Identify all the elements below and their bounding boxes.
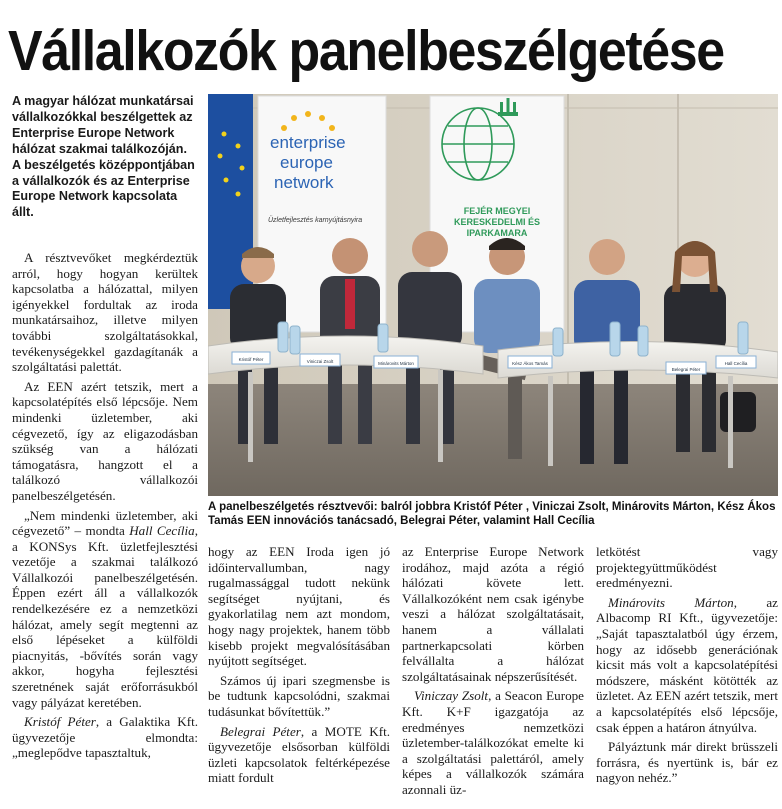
person-name: Viniczay Zsolt bbox=[414, 688, 489, 704]
article-column-3 bbox=[402, 544, 584, 802]
chamber-line2: KERESKEDELMI ÉS bbox=[453, 217, 541, 227]
paragraph bbox=[12, 508, 198, 711]
een-tagline: Üzletfejlesztés karnyújtásnyira bbox=[268, 217, 363, 224]
name-card-4-text: Kész Ákos Tamás bbox=[512, 361, 548, 366]
paragraph bbox=[402, 688, 584, 797]
paragraph bbox=[208, 724, 390, 786]
person-name: Belegrai Péter bbox=[220, 723, 301, 739]
chamber-line3: IPARKAMARA bbox=[466, 228, 528, 238]
article-column-4 bbox=[596, 544, 778, 790]
paragraph: hogy az EEN Iroda igen jó időintervallumban, nagy rugalmassággal tudott nekünk segítséget nyújtani, és gyakorlatilag nem azt mondom, hogy nagy projektek, hanem több kisebb projekt megvalósításában nyújtott segítséget. bbox=[208, 544, 390, 669]
article-photo bbox=[208, 94, 778, 496]
paragraph: Pályáztunk már direkt brüsszeli forrásra, és nyertünk is, bár ez nagyon nehéz.” bbox=[596, 739, 778, 786]
person-name: Minárovits Márton bbox=[608, 594, 734, 610]
name-card-1-text: Kristóf Péter bbox=[238, 357, 264, 362]
paragraph: Számos új ipari szegmensbe is be tudtunk kapcsolódni, szakmai tudásunkat bővítettük.” bbox=[208, 672, 390, 719]
person-name: Hall Cecília bbox=[129, 523, 195, 539]
paragraph: Az EEN azért tetszik, mert a kapcsolatépítés első lépcsője. Nem mindenki üzletember, aki cégvezető, így az eligazodásban szükség van a hálózati támogatásra, hangzott el a találkozó vállalkozói panelbeszélgetésén. bbox=[12, 378, 198, 503]
photo-caption: A panelbeszélgetés résztvevői: balról jobbra Kristóf Péter , Viniczai Zsolt, Minárovits Márton, Kész Ákos Tamás EEN innovációs tanácsadó, Belegrai Péter, valamint Hall Cecília bbox=[208, 501, 776, 527]
article-column-2 bbox=[208, 544, 390, 790]
paragraph: A résztvevőket megkérdeztük arról, hogy hogyan kerültek kapcsolatba a hálózattal, milyen igényekkel fordultak az iroda munkatársaihoz, illetve milyen további szolgáltatásokkal, tevékenységekkel gazdagítanák a szolgáltatási palettát. bbox=[12, 250, 198, 375]
article-column-1 bbox=[12, 250, 198, 765]
paragraph-text: , a MOTE Kft. ügyvezetője elsősorban külföldi üzleti kapcsolatok feltérképezése miatt fordult bbox=[208, 723, 390, 786]
paragraph-text: , a Galaktika Kft. ügyvezetője elmondta: „meglepődve tapasztaltuk, bbox=[12, 714, 199, 761]
name-card-6-text: Hall Cecília bbox=[724, 361, 748, 366]
paragraph-text: , a Seacon Europe Kft. K+F igazgatója az eredményes nemzetközi üzletember-találkozókat emelte ki a szolgáltatási palettáról, amely képes a vállalkozók számára azonnali üz- bbox=[402, 688, 584, 797]
paragraph bbox=[12, 714, 198, 761]
een-line2: europe bbox=[280, 153, 333, 172]
paragraph bbox=[596, 595, 778, 735]
name-card-3-text: Minárovits Márton bbox=[378, 361, 414, 366]
paragraph: letkötést vagy projektegyüttműködést eredményezni. bbox=[596, 544, 778, 591]
person-name: Kristóf Péter bbox=[24, 714, 96, 730]
paragraph: az Enterprise Europe Network irodához, majd azóta a régió hálózati követe lett. Vállalkozóként nem csak igénybe veszi a hálózat szolgáltatásait, hanem a vállalati partnerkapcsolati körben felvállalta a hálózat szolgáltatásainak népszerűsítését. bbox=[402, 544, 584, 684]
paragraph-text: , a KONSys Kft. üzletfejlesztési vezetője a szakmai találkozó Vállalkozói panelbeszélgetésén. Éppen ezért áll a vállalkozók rendelkezésére ez a nemzetközi hálózat, amely segít megtenni az első lépéseket a külföldi piacnyitás, -bővítés során vagy akkor, hogyha fejlesztési szeretnének saját erőforrásukból vagy pályázat keretében. bbox=[12, 523, 198, 710]
name-card-5-text: Belegrai Péter bbox=[671, 367, 701, 372]
chamber-line1: FEJÉR MEGYEI bbox=[463, 206, 531, 216]
paragraph-text: , az Albacomp RI Kft., ügyvezetője: „Saját tapasztalatból úgy érzem, hogy az idősebb generációnak kicsit más volt a kapcsolatépítési módszere, másként kötötték az üzletet. Az EEN azért tetszik, mert a kapcsolatépítés első lépcsője, csak éppen a határon átnyúlva. bbox=[596, 594, 778, 735]
name-card-2-text: Viniczai Zsolt bbox=[306, 359, 334, 364]
quote-text: „Nem mindenki üzletember, aki cégvezető” – mondta bbox=[12, 507, 198, 539]
een-line3: network bbox=[274, 173, 334, 192]
article-lead: A magyar hálózat munkatársai vállalkozókkal beszélgettek az Enterprise Europe Network hálózat szakmai találkozóján. A beszélgetés középpontjában a vállalkozók és az Enterprise Europe Network kapcsolata állt. bbox=[12, 94, 195, 220]
een-line1: enterprise bbox=[270, 133, 346, 152]
article-headline: Vállalkozók panelbeszélgetése bbox=[8, 19, 724, 83]
